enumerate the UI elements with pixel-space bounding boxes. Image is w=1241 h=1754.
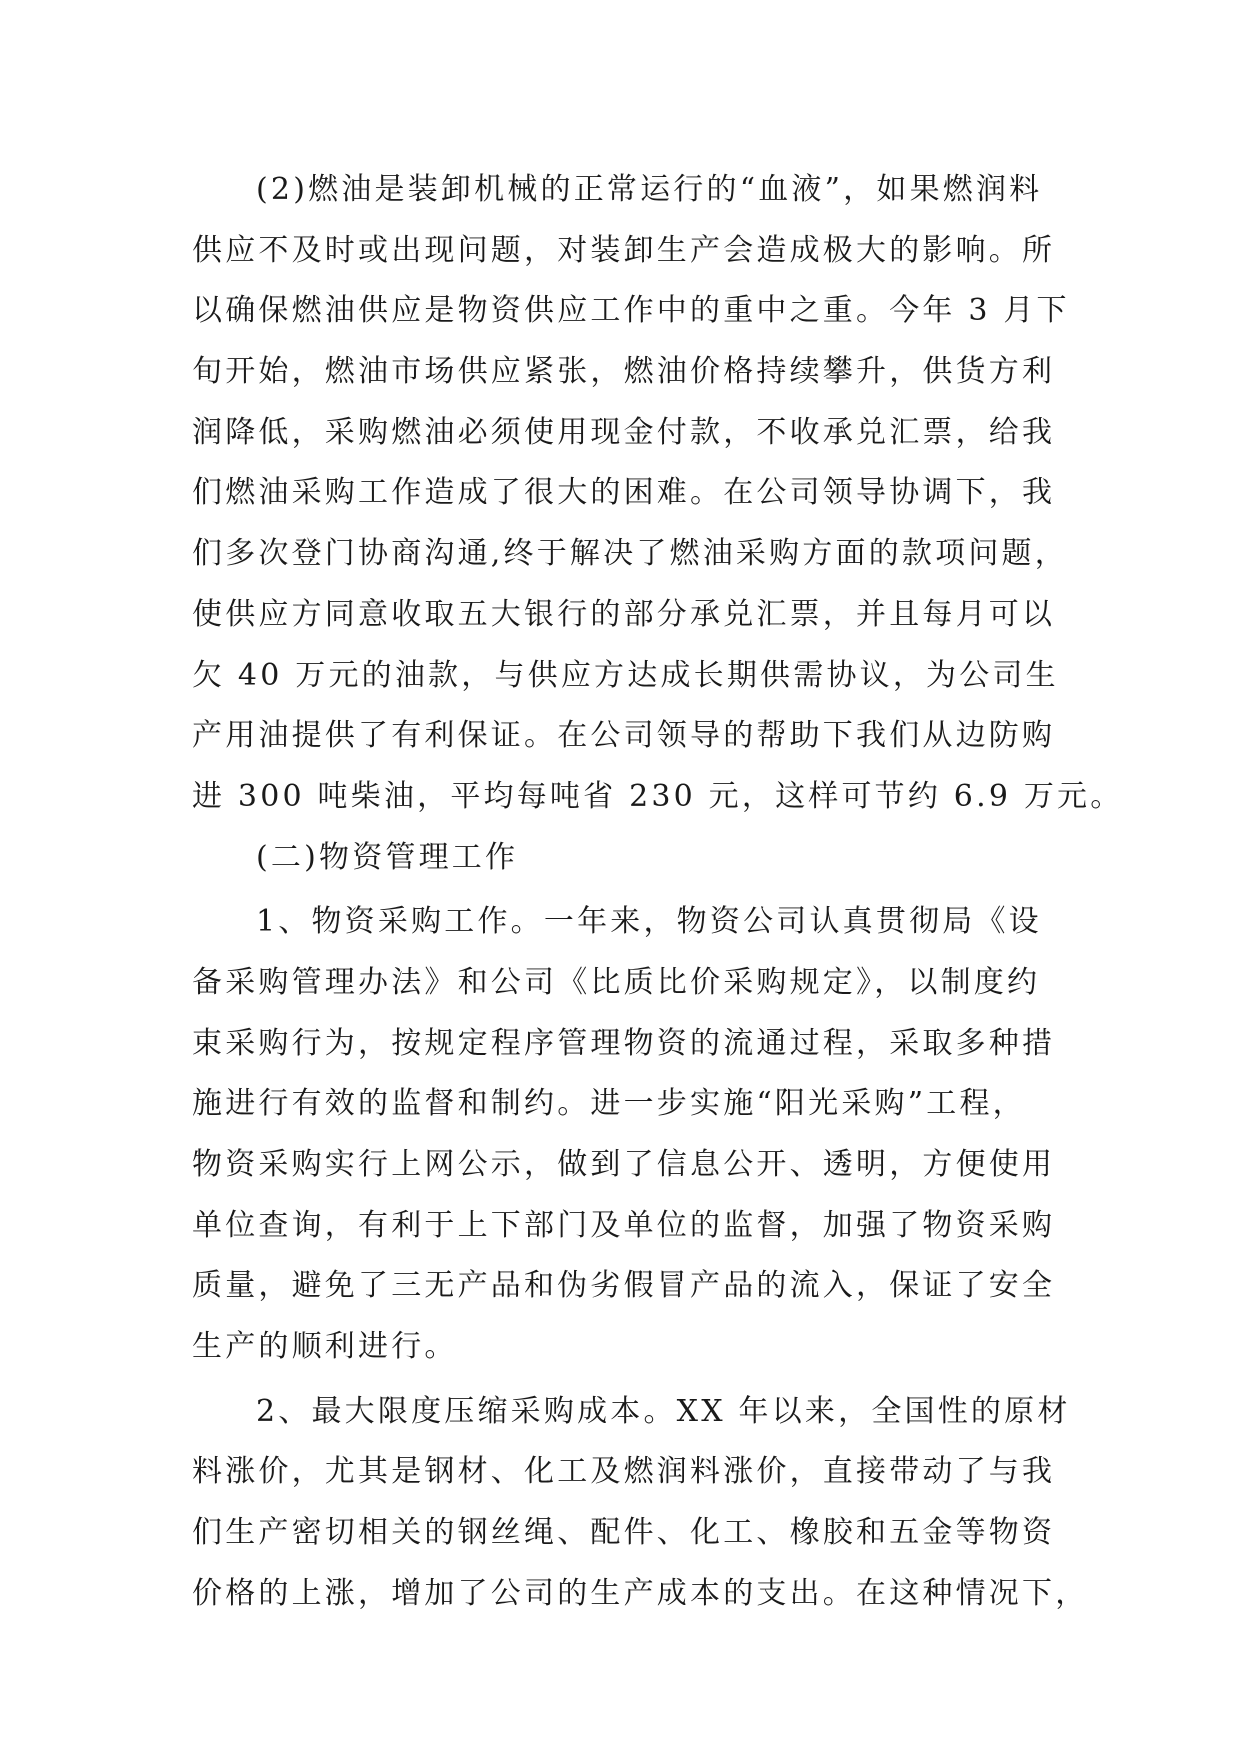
text-line: 施进行有效的监督和制约。进一步实施“阳光采购”工程， (192, 1086, 1026, 1122)
text-line: 物资采购实行上网公示，做到了信息公开、透明，方便使用 (192, 1147, 1056, 1182)
text-line: 进 300 吨柴油，平均每吨省 230 元，这样可节约 6.9 万元。 (192, 778, 1124, 814)
text-line: 们生产密切相关的钢丝绳、配件、化工、橡胶和五金等物资 (192, 1515, 1056, 1551)
paragraph-fuel-supply (192, 160, 1124, 828)
text-line: 1、物资采购工作。一年来，物资公司认真贯彻局《设 (256, 904, 1042, 940)
text-line: 料涨价，尤其是钢材、化工及燃润料涨价，直接带动了与我 (192, 1454, 1056, 1490)
document-page (192, 160, 1124, 1625)
text-line: 供应不及时或出现问题，对装卸生产会造成极大的影响。所 (192, 232, 1056, 268)
text-line: 质量，避免了三无产品和伪劣假冒产品的流入，保证了安全 (192, 1268, 1056, 1304)
section-heading (192, 828, 1052, 889)
text-line: 以确保燃油供应是物资供应工作中的重中之重。今年 3 月下 (192, 293, 1070, 329)
text-line: 生产的顺利进行。 (192, 1329, 458, 1365)
text-line: 润降低，采购燃油必须使用现金付款，不收承兑汇票，给我 (192, 414, 1056, 450)
paragraph-cost-reduction (192, 1382, 1089, 1625)
text-line: 使供应方同意收取五大银行的部分承兑汇票，并且每月可以 (192, 596, 1056, 632)
text-line: 2、最大限度压缩采购成本。XX 年以来，全国性的原材 (256, 1393, 1071, 1429)
text-line: (2)燃油是装卸机械的正常运行的“血液”，如果燃润料 (256, 172, 1043, 207)
text-line: 单位查询，有利于上下部门及单位的监督，加强了物资采购 (192, 1207, 1056, 1243)
text-line: 欠 40 万元的油款，与供应方达成长期供需协议，为公司生 (192, 657, 1059, 693)
text-line: 价格的上涨，增加了公司的生产成本的支出。在这种情况下， (192, 1575, 1089, 1611)
text-line: 束采购行为，按规定程序管理物资的流通过程，采取多种措 (192, 1025, 1056, 1061)
text-line: 旬开始，燃油市场供应紧张，燃油价格持续攀升，供货方利 (192, 354, 1056, 390)
text-line: 产用油提供了有利保证。在公司领导的帮助下我们从边防购 (192, 718, 1056, 754)
section-heading-text: (二)物资管理工作 (256, 839, 519, 875)
text-line: 备采购管理办法》和公司《比质比价采购规定》，以制度约 (192, 964, 1041, 1000)
paragraph-procurement-work (192, 892, 1056, 1378)
text-line: 们多次登门协商沟通,终于解决了燃油采购方面的款项问题， (192, 536, 1068, 572)
text-line: 们燃油采购工作造成了很大的困难。在公司领导协调下，我 (192, 475, 1056, 511)
